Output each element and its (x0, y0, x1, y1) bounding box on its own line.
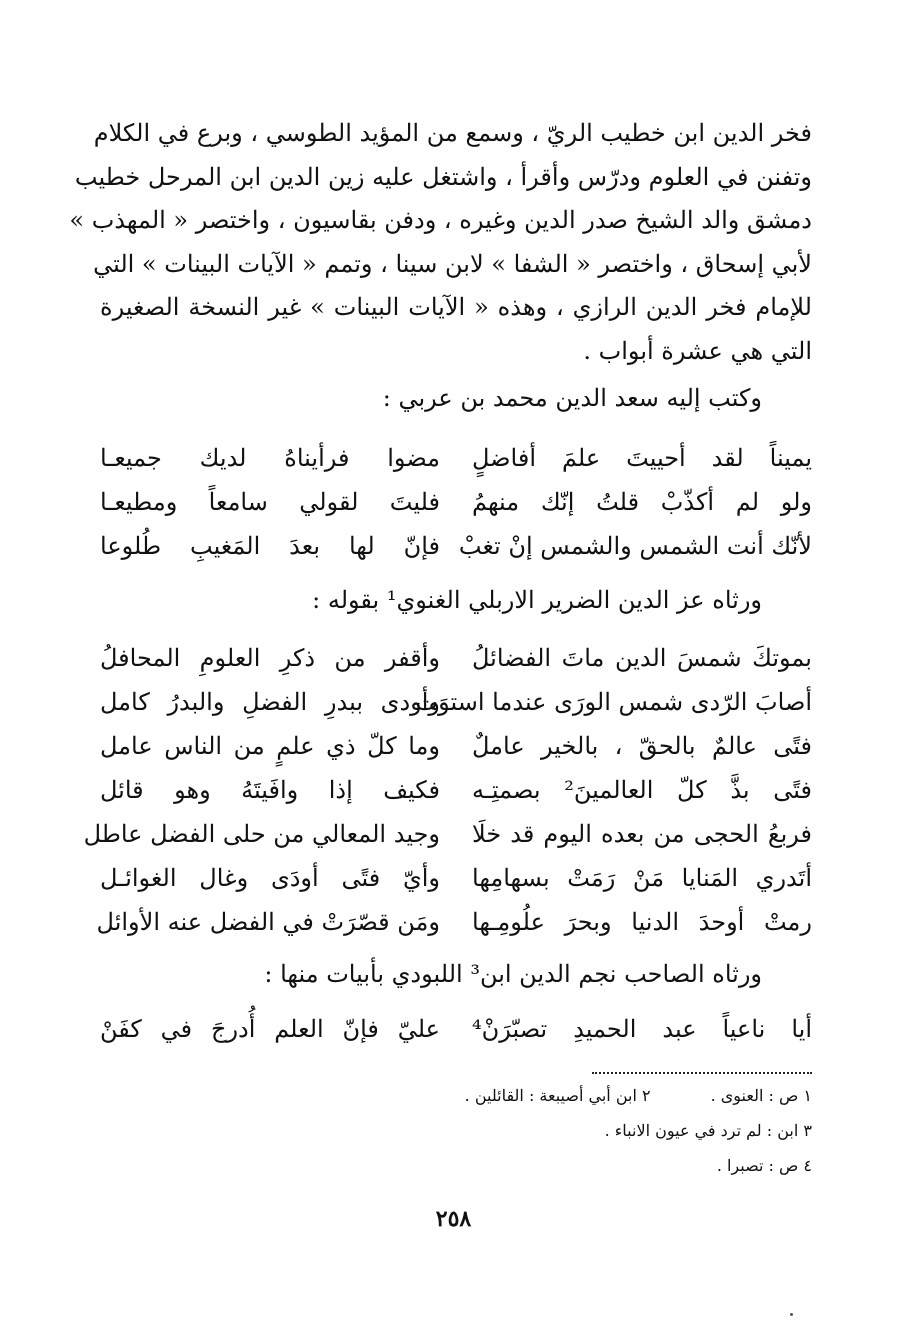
prose-line: للإمام فخر الدين الرازي ، وهذه « الآيات البينات » غير النسخة الصغيرة (100, 293, 812, 321)
verse-second-hemistich: مضوا فرأيناهُ لديك جميعـا (100, 444, 440, 472)
verse-first-hemistich: فتًى عالمٌ بالحقّ ، بالخير عاملٌ (472, 732, 812, 760)
verse-line (100, 768, 812, 812)
verse-first-hemistich: أتَدري المَنايا مَنْ رَمَتْ بسهامِها (472, 864, 812, 892)
prose-line: دمشق والد الشيخ صدر الدين وغيره ، ودفن بقاسيون ، واختصر « المهذب » (69, 206, 812, 234)
verse-second-hemistich: فإنّ لها بعدَ المَغيبِ طُلوعا (100, 532, 440, 560)
poem-intro: وكتب إليه سعد الدين محمد بن عربي : (382, 384, 762, 412)
verse-line (96, 900, 812, 944)
verse-first-hemistich: لأنّك أنت الشمس والشمس إنْ تغبْ (458, 532, 812, 560)
footnotes (465, 1078, 812, 1183)
verse-second-hemistich: وأقفر من ذكرِ العلومِ المحافلُ (100, 644, 440, 672)
poem-intro: ورثاه الصاحب نجم الدين ابن³ اللبودي بأبيات منها : (264, 960, 762, 988)
verse-second-hemistich: فليتَ لقولي سامعاً ومطيعـا (100, 488, 440, 516)
verse-second-hemistich: وأودى ببدرِ الفضلِ والبدرُ كامل (100, 688, 440, 716)
verse-second-hemistich: عليّ فإنّ العلم أُدرجَ في كفَنْ (100, 1015, 440, 1043)
prose-line: التي هي عشرة أبواب . (583, 336, 812, 365)
poem-block (100, 436, 812, 568)
verse-first-hemistich: ولو لم أكذّبْ قلتُ إنّك منهمُ (472, 488, 812, 516)
verse-line (100, 680, 812, 724)
verse-first-hemistich: بموتكَ شمسَ الدين ماتَ الفضائلُ (472, 644, 812, 672)
footnote: ٤ ص : تصبرا . (716, 1156, 812, 1175)
verse-second-hemistich: ومَن قصّرَتْ في الفضل عنه الأوائل (96, 908, 440, 936)
prose-line: وتفنن في العلوم ودرّس وأقرأ ، واشتغل عليه زين الدين ابن المرحل خطيب (74, 162, 812, 191)
footnote-separator (592, 1072, 812, 1074)
verse-first-hemistich: فتًى بذَّ كلّ العالمينَ² بصمتِـه (472, 776, 812, 804)
verse-first-hemistich: أيا ناعياً عبد الحميدِ تصبّرَنْ⁴ (472, 1015, 812, 1043)
verse-line (100, 436, 812, 480)
poem-block (83, 636, 812, 944)
verse-first-hemistich: يميناً لقد أحييتَ علمَ أفاضلٍ (472, 444, 812, 472)
poem-intro: ورثاه عز الدين الضرير الاربلي الغنوي¹ بقوله : (312, 586, 762, 614)
footnote: ٢ ابن أبي أصيبعة : القائلين . (464, 1086, 651, 1105)
footnote-line (465, 1078, 812, 1113)
verse-second-hemistich: وأيّ فتًى أودَى وغال الغوائـل (100, 864, 440, 892)
verse-line (100, 856, 812, 900)
footnote: ١ ص : العنوى . (710, 1086, 812, 1105)
verse-first-hemistich: رمتْ أوحدَ الدنيا وبحرَ علُومِـها (472, 908, 812, 936)
verse-line (100, 636, 812, 680)
verse-line (100, 480, 812, 524)
prose-paragraph (69, 112, 812, 373)
verse-line (100, 724, 812, 768)
page-number: ٢٥٨ (435, 1206, 472, 1232)
verse-second-hemistich: فكيف إذا وافَيتَهُ وهو قائل (100, 776, 440, 804)
verse-first-hemistich: فربعُ الحجى من بعده اليوم قد خلَا (472, 820, 812, 848)
footnote: ٣ ابن : لم ترد في عيون الانباء . (604, 1121, 812, 1140)
verse-line (100, 524, 812, 568)
verse-first-hemistich: أصابَ الرّدى شمس الورَى عندما استوَت (415, 688, 812, 716)
verse-line (83, 812, 812, 856)
prose-line: فخر الدين ابن خطيب الريّ ، وسمع من المؤيد الطوسي ، وبرع في الكلام (93, 119, 812, 147)
verse-second-hemistich: وجيد المعالي من حلى الفضل عاطل (83, 820, 440, 848)
verse-line (100, 1007, 812, 1051)
verse-second-hemistich: وما كلّ ذي علمٍ من الناس عامل (100, 732, 440, 760)
prose-line: لأبي إسحاق ، واختصر « الشفا » لابن سينا ، وتمم « الآيات البينات » التي (93, 249, 812, 278)
print-speck (790, 1313, 793, 1316)
